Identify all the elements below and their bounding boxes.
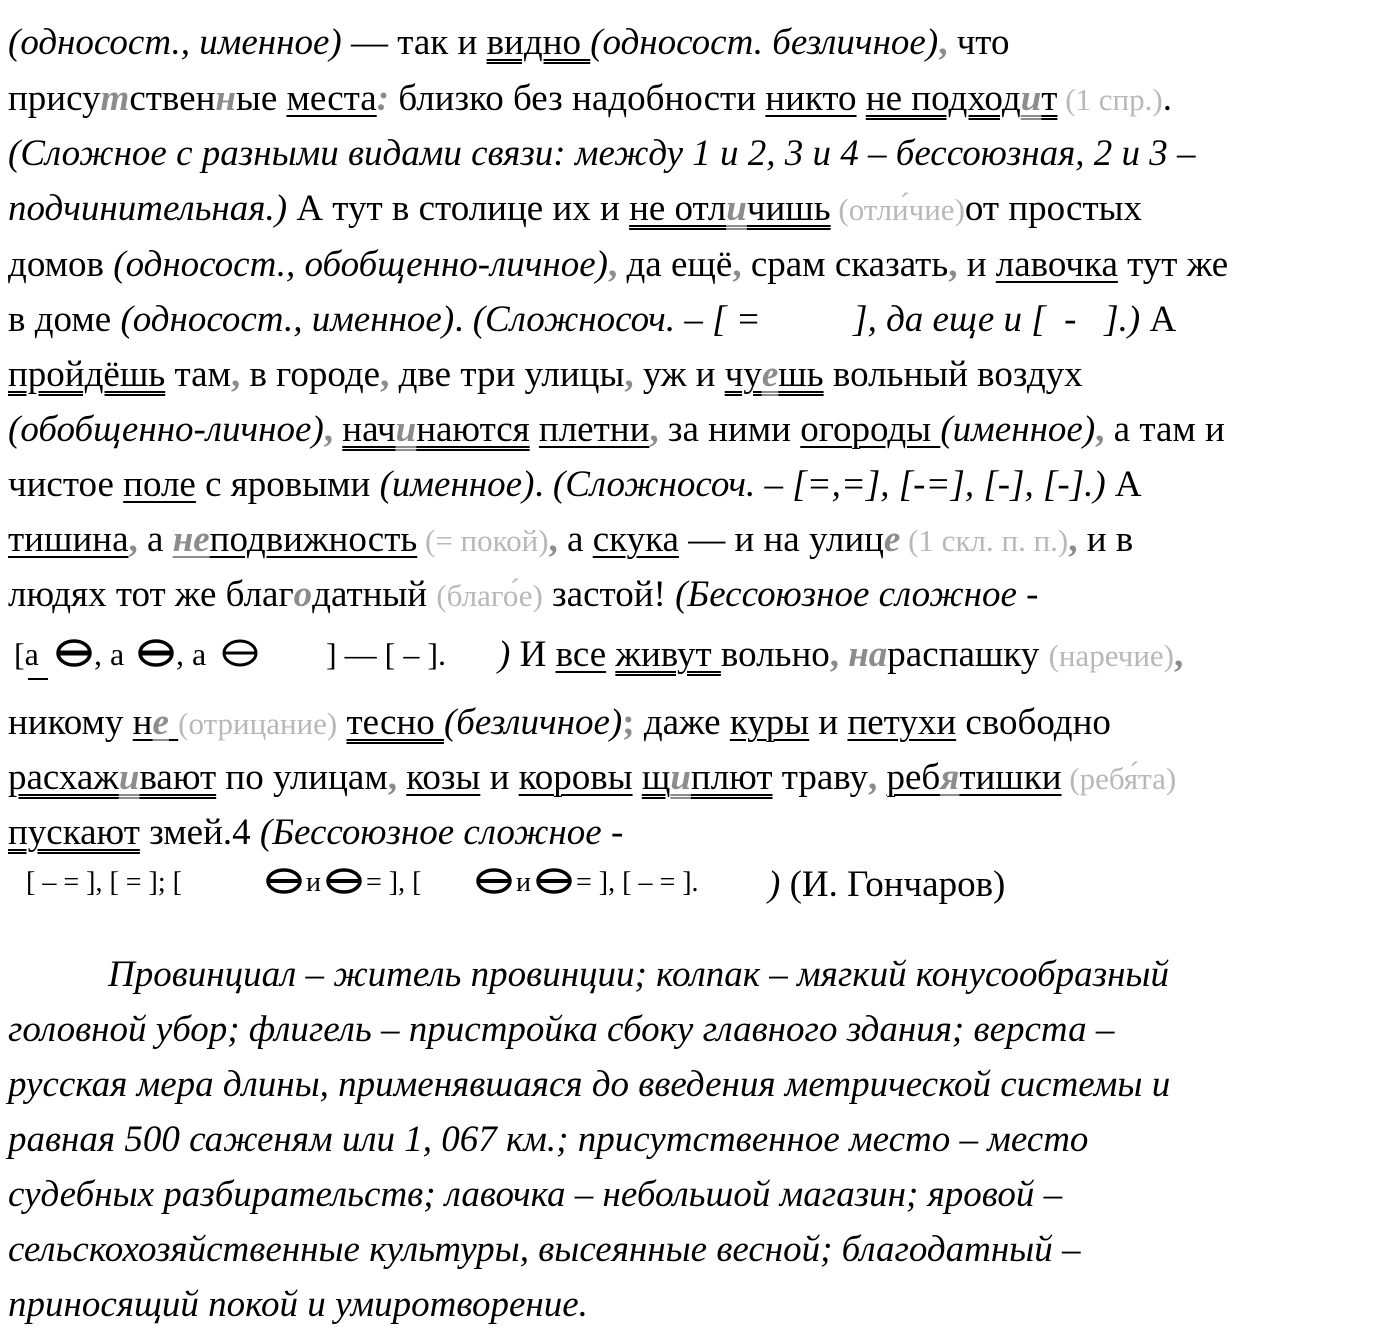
punctuation-mark: ,	[732, 244, 742, 285]
punctuation-mark: ,	[948, 244, 958, 285]
text-line-3	[8, 129, 1196, 185]
predicate: пройдёшь	[8, 354, 166, 395]
subject: плетни	[538, 409, 650, 450]
punctuation-mark: ,	[1095, 409, 1105, 450]
text: — и на улиц	[678, 519, 884, 560]
text: тут же	[1117, 244, 1229, 285]
text-line-4	[8, 184, 1142, 240]
grammar-note: (ребя́та)	[1061, 761, 1177, 796]
text-line-2	[8, 74, 1172, 130]
spelling-highlight: и	[1020, 78, 1042, 119]
text-line-11	[8, 570, 1038, 626]
text	[877, 757, 886, 798]
subject: коровы	[518, 757, 633, 798]
text: застой!	[542, 574, 676, 615]
glossary-line: головной убор; флигель – пристройка сбоку главного здания; верста –	[8, 1009, 1115, 1050]
punctuation-mark: :	[376, 78, 390, 119]
subject: поле	[123, 464, 196, 505]
punctuation-mark: ;	[622, 702, 635, 743]
grammar-note: (1 скл. п. п.)	[900, 523, 1069, 558]
predicate: щ	[641, 757, 671, 798]
text-line-8	[8, 405, 1225, 461]
text: и в	[1077, 519, 1134, 560]
subject: места	[286, 78, 377, 119]
conjunction-circle-icon	[140, 641, 172, 665]
spelling-highlight: е	[761, 354, 779, 395]
text: траву	[772, 757, 868, 798]
text	[169, 702, 178, 743]
predicate: не отл	[629, 188, 727, 229]
annotation: (Бессоюзное сложное -	[675, 574, 1039, 615]
subject: куры	[729, 702, 810, 743]
annotation: (односост., именное)	[120, 299, 455, 340]
glossary-line: судебных разбирательств; лавочка – небольшой магазин; яровой –	[8, 1174, 1063, 1215]
text: и	[957, 244, 996, 285]
predicate: шь	[778, 354, 824, 395]
annotation: (обобщенно-личное)	[8, 409, 324, 450]
subject: скука	[592, 519, 679, 560]
svg-text:] — [ – ].: ] — [ – ].	[326, 635, 446, 672]
text: в доме	[8, 299, 121, 340]
annotation: (Бессоюзное сложное -	[259, 812, 624, 853]
spelling-highlight: и	[118, 757, 140, 798]
svg-text:и: и	[306, 866, 321, 898]
text: А	[1140, 299, 1177, 340]
spelling-highlight: е	[883, 519, 901, 560]
glossary-line: Провинциал – житель провинции; колпак – мягкий конусообразный	[108, 954, 1169, 995]
annotation: (Сложное с разными видами связи: между 1 и 2, 3 и 4 – бессоюзная, 2 и 3 –	[8, 133, 1196, 174]
text-line-5	[8, 240, 1228, 296]
annotation: (именное)	[940, 409, 1096, 450]
text: срам сказать	[741, 244, 949, 285]
text: за ними	[658, 409, 801, 450]
spelling-highlight: и	[726, 188, 747, 229]
glossary-line: приносящий покой и умиротворение.	[8, 1284, 588, 1325]
text: И	[510, 634, 556, 675]
text: прису	[8, 78, 101, 119]
predicate: плют	[690, 757, 773, 798]
predicate: тесно	[346, 702, 444, 743]
text: там	[165, 354, 231, 395]
annotation: (односост., обобщенно-личное)	[113, 244, 608, 285]
text: с яровыми	[195, 464, 380, 505]
subject: тишки	[959, 757, 1062, 798]
annotation: подчинительная.)	[8, 188, 288, 229]
text: распашку	[887, 634, 1049, 675]
subject: лавочка	[995, 244, 1118, 285]
text: даже	[634, 702, 730, 743]
text-line-16	[8, 860, 1005, 918]
text-line-12	[8, 630, 1183, 688]
punctuation-mark: ,	[380, 354, 390, 395]
spelling-highlight: не	[172, 519, 210, 560]
text: от простых	[964, 188, 1142, 229]
text: а	[557, 519, 593, 560]
subject: огороды	[800, 409, 941, 450]
subject: никто	[765, 78, 857, 119]
predicate: видно	[486, 22, 591, 63]
punctuation-mark: ,	[868, 757, 878, 798]
scheme-bracket: [а	[14, 635, 39, 672]
text: да ещё	[617, 244, 733, 285]
conjunction-circle-icon	[268, 870, 300, 892]
conjunction-circle-icon	[328, 870, 360, 892]
svg-text:, а: , а	[176, 635, 207, 672]
conjunction-circle-icon	[478, 870, 510, 892]
text	[397, 757, 406, 798]
predicate: не подход	[865, 78, 1021, 119]
text: А	[1105, 464, 1142, 505]
text: датный	[312, 574, 437, 615]
predicate: пускают	[8, 812, 140, 853]
text	[530, 409, 539, 450]
sentence-scheme: (Сложносоч. – [ = ], да еще и [ - ].)	[472, 299, 1141, 340]
punctuation-mark: ,	[548, 519, 558, 560]
conjunction-circle-icon	[58, 641, 90, 665]
text: и	[480, 757, 519, 798]
svg-text:= ], [ – = ].: = ], [ – = ].	[576, 866, 699, 898]
svg-text:[ – = ], [ = ]; [: [ – = ], [ = ]; [	[26, 866, 182, 898]
spelling-highlight: и	[395, 409, 417, 450]
predicate: чу	[724, 354, 762, 395]
text: никому	[8, 702, 133, 743]
text: вольный воздух	[823, 354, 1083, 395]
subject: козы	[406, 757, 481, 798]
subject: реб	[886, 757, 941, 798]
text: .	[534, 464, 553, 505]
subject: петухи	[847, 702, 957, 743]
text: домов	[8, 244, 114, 285]
predicate: нач	[342, 409, 396, 450]
grammar-note: (отли́чие)	[830, 192, 965, 227]
grammar-note: (наречие)	[1048, 638, 1174, 673]
text-line-13	[8, 698, 1111, 754]
text: свободно	[956, 702, 1111, 743]
grammar-note: (= покой)	[417, 523, 549, 558]
text	[333, 409, 342, 450]
predicate: наются	[416, 409, 530, 450]
punctuation-mark: ,	[607, 244, 618, 285]
sentence-scheme: (Сложносоч. – [=,=], [-=], [-], [-].)	[552, 464, 1106, 505]
grammar-note: (благо́е)	[436, 578, 543, 613]
spelling-highlight: и	[670, 757, 691, 798]
text: и	[809, 702, 848, 743]
particle: н	[132, 702, 153, 743]
subject: подвижность	[209, 519, 418, 560]
author-attribution: (И. Гончаров)	[780, 864, 1006, 905]
punctuation-mark: ,	[387, 757, 397, 798]
text-line-7	[8, 350, 1083, 406]
grammar-note: (1 спр.)	[1057, 82, 1163, 117]
predicate: т	[1041, 78, 1058, 119]
text-line-14	[8, 753, 1176, 809]
spelling-highlight: е	[152, 702, 169, 743]
conjunction-circle-icon	[224, 641, 256, 665]
text: две три улицы	[389, 354, 625, 395]
text: а	[137, 519, 173, 560]
subject: все	[555, 634, 607, 675]
spelling-highlight: т	[100, 78, 130, 119]
punctuation-mark: ,	[128, 519, 138, 560]
predicate: расхаж	[8, 757, 119, 798]
text	[839, 634, 848, 675]
text-line-10	[8, 515, 1133, 571]
sentence-scheme-1	[8, 631, 498, 685]
text: .	[454, 299, 473, 340]
predicate: живут	[615, 634, 721, 675]
spelling-highlight: о	[293, 574, 313, 615]
spelling-highlight: н	[215, 78, 236, 119]
text: а там и	[1104, 409, 1225, 450]
grammar-note: (отрицание)	[178, 706, 338, 741]
text: — так и	[341, 22, 487, 63]
sentence-scheme-2	[8, 861, 768, 915]
punctuation-mark: ,	[1068, 519, 1078, 560]
text: змей.4	[139, 812, 260, 853]
predicate: вают	[139, 757, 217, 798]
punctuation-mark: ,	[829, 634, 839, 675]
punctuation-mark: ,	[624, 354, 634, 395]
predicate: чишь	[746, 188, 831, 229]
svg-text:и: и	[516, 866, 531, 898]
subject: тишина	[8, 519, 129, 560]
text: чистое	[8, 464, 124, 505]
punctuation-mark: ,	[938, 22, 948, 63]
text-line-1	[8, 18, 1009, 74]
text-line-6	[8, 295, 1176, 351]
text: что	[947, 22, 1010, 63]
text: А тут в столице их и	[287, 188, 630, 229]
annotation: (односост., именное)	[8, 22, 342, 63]
text: .	[1162, 78, 1172, 119]
punctuation-mark: ,	[649, 409, 659, 450]
annotation: (именное)	[379, 464, 535, 505]
svg-text:= ], [: = ], [	[366, 866, 422, 898]
text: )	[768, 864, 781, 905]
annotation: (безличное)	[443, 702, 623, 743]
text	[606, 634, 615, 675]
text: людях тот же благ	[8, 574, 294, 615]
glossary-line: сельскохозяйственные культуры, высеянные весной; благодатный –	[8, 1229, 1081, 1270]
text: в городе	[240, 354, 381, 395]
spelling-highlight: на	[848, 634, 888, 675]
text: близко без надобности	[389, 78, 766, 119]
text: ствен	[129, 78, 216, 119]
conjunction-circle-icon	[538, 870, 570, 892]
text: )	[498, 634, 511, 675]
glossary-line: равная 500 саженям или 1, 067 км.; присутственное место – место	[8, 1119, 1089, 1160]
punctuation-mark: ,	[1174, 634, 1184, 675]
spelling-highlight: я	[940, 757, 960, 798]
glossary-line: русская мера длины, применявшаяся до введения метрической системы и	[8, 1064, 1171, 1105]
text	[633, 757, 642, 798]
text: ые	[235, 78, 287, 119]
text	[857, 78, 866, 119]
text: вольно	[720, 634, 830, 675]
text-line-15	[8, 808, 623, 864]
text: уж и	[633, 354, 725, 395]
punctuation-mark: ,	[230, 354, 241, 395]
annotation: (односост. безличное)	[590, 22, 939, 63]
punctuation-mark: ,	[323, 409, 334, 450]
text-line-9	[8, 460, 1142, 516]
svg-text:, а: , а	[94, 635, 125, 672]
text: по улицам	[216, 757, 388, 798]
